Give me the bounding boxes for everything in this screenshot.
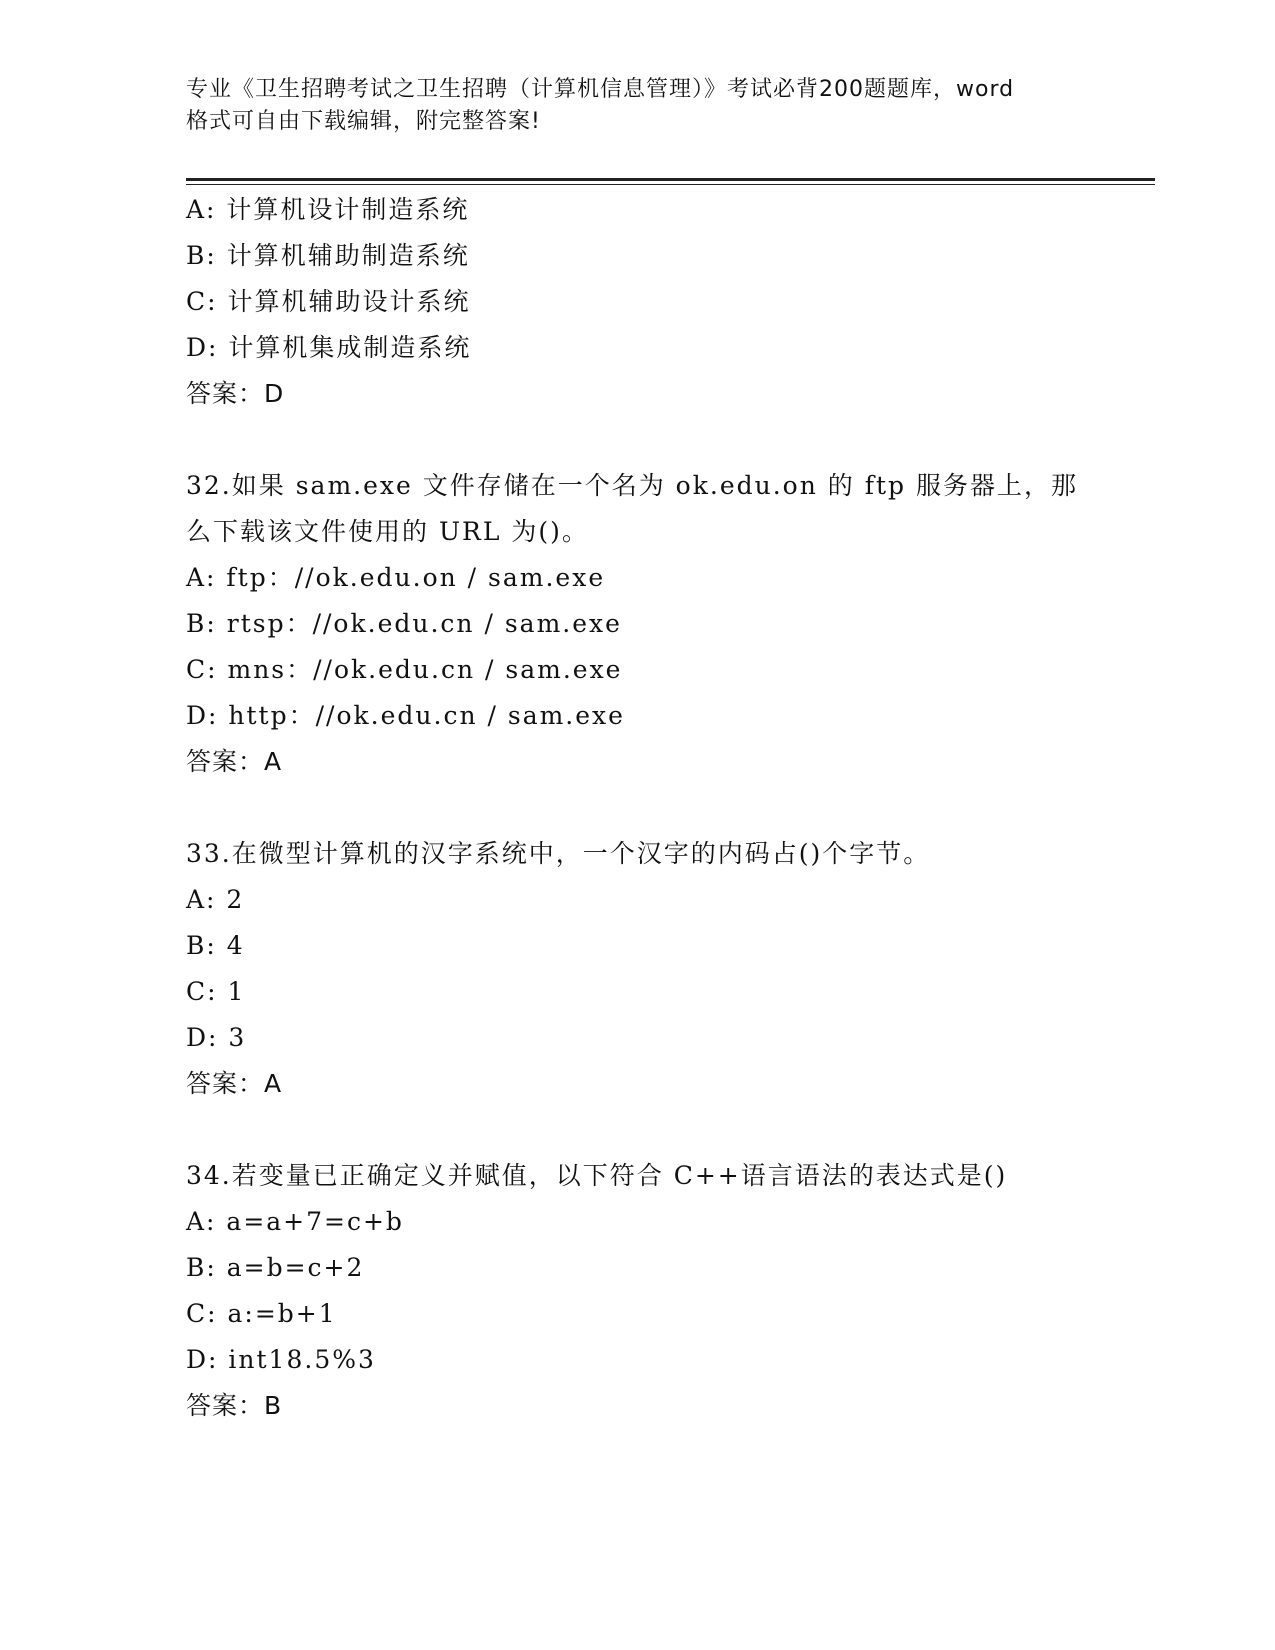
option-c: C: a:=b+1 — [186, 1299, 337, 1328]
question-stem: 33.在微型计算机的汉字系统中，一个汉字的内码占()个字节。 — [186, 839, 931, 868]
option-c: C: 1 — [186, 977, 246, 1006]
option-d: D: 3 — [186, 1023, 247, 1052]
question-stem: 32.如果 sam.exe 文件存储在一个名为 ok.edu.on 的 ftp 服务器上，那 — [186, 471, 1078, 500]
header-line-2: 格式可自由下载编辑，附完整答案! — [186, 109, 541, 134]
option-b: B: rtsp：//ok.edu.cn / sam.exe — [186, 609, 622, 638]
document-header — [186, 74, 1086, 138]
question-34-block — [186, 1153, 1155, 1429]
option-b: B: 4 — [186, 931, 245, 960]
question-32-block — [186, 463, 1155, 785]
option-b: B: a=b=c+2 — [186, 1253, 365, 1282]
answer-label: 答案：B — [186, 1391, 283, 1420]
option-a: A: 2 — [186, 885, 245, 914]
question-33-block — [186, 831, 1155, 1107]
option-a: A: a=a+7=c+b — [186, 1207, 404, 1236]
spacer — [186, 417, 1155, 463]
header-divider-thick — [186, 178, 1155, 181]
option-d: D: http：//ok.edu.cn / sam.exe — [186, 701, 625, 730]
answer-label: 答案：D — [186, 379, 285, 408]
document-body — [186, 187, 1155, 1429]
header-line-1: 专业《卫生招聘考试之卫生招聘（计算机信息管理）》考试必背200题题库，word — [186, 77, 1015, 102]
option-c: C: 计算机辅助设计系统 — [186, 287, 471, 316]
option-d: D: int18.5%3 — [186, 1345, 376, 1374]
option-a: A: ftp：//ok.edu.on / sam.exe — [186, 563, 606, 592]
question-stem-continued: 么下载该文件使用的 URL 为()。 — [186, 517, 589, 546]
spacer — [186, 1107, 1155, 1153]
option-a: A: 计算机设计制造系统 — [186, 195, 470, 224]
question-stem: 34.若变量已正确定义并赋值，以下符合 C++语言语法的表达式是() — [186, 1161, 1008, 1190]
option-c: C: mns：//ok.edu.cn / sam.exe — [186, 655, 623, 684]
answer-label: 答案：A — [186, 747, 283, 776]
question-31-block — [186, 187, 1155, 417]
option-b: B: 计算机辅助制造系统 — [186, 241, 470, 270]
header-divider-thin — [186, 184, 1155, 185]
option-d: D: 计算机集成制造系统 — [186, 333, 472, 362]
answer-label: 答案：A — [186, 1069, 283, 1098]
spacer — [186, 785, 1155, 831]
